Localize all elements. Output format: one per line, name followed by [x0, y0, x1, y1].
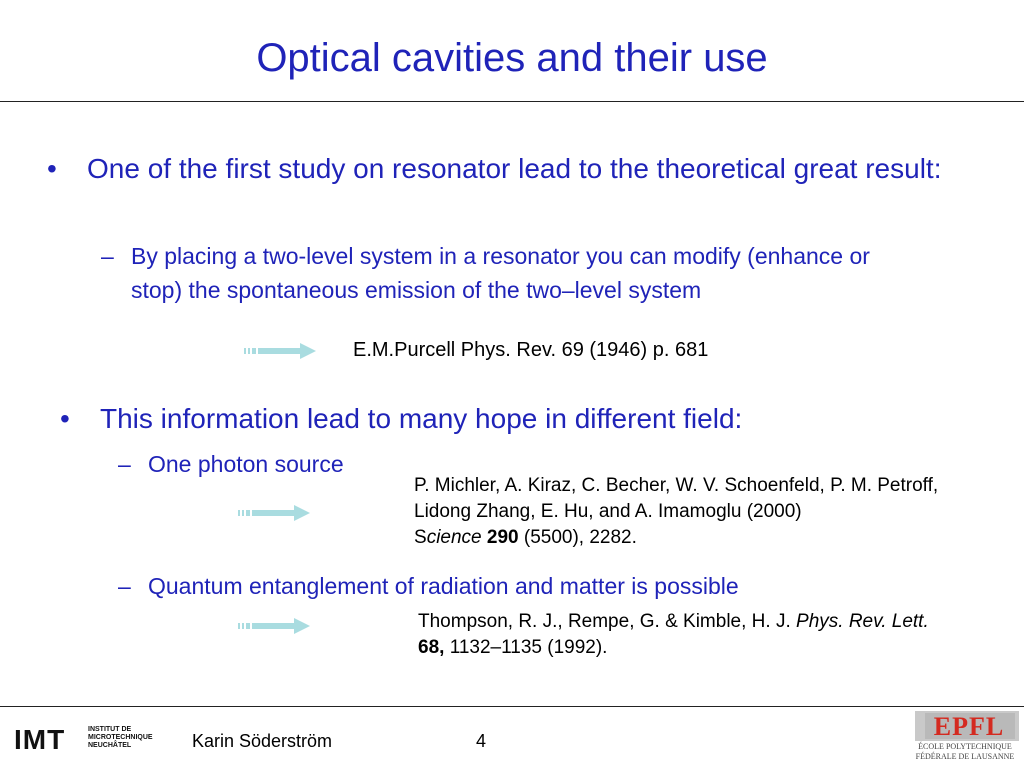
bullet-2: [60, 400, 960, 438]
bullet-2-sub-1-text: One photon source: [148, 451, 344, 477]
sub-bullet-marker: –: [118, 573, 131, 599]
imt-logo: IMT: [14, 724, 66, 755]
bullet-2-text: This information lead to many hope in different field:: [100, 403, 743, 434]
bullet-2-sub-2: [118, 569, 918, 603]
right-arrow-icon: [238, 504, 310, 522]
title-divider: [0, 101, 1024, 102]
imt-logo-subtitle: [88, 726, 153, 750]
bullet-1: [47, 150, 967, 188]
page-number: 4: [476, 731, 487, 751]
reference-michler: [414, 473, 974, 551]
reference-michler-journal-prefix: S: [414, 527, 427, 548]
footer-divider: [0, 706, 1024, 707]
epfl-caption-line: ÉCOLE POLYTECHNIQUE: [918, 742, 1012, 751]
epfl-caption-line: FÉDÉRALE DE LAUSANNE: [915, 752, 1015, 761]
reference-michler-rest: (5500), 2282.: [523, 527, 637, 548]
bullet-marker: •: [60, 403, 70, 434]
imt-subtitle-line: MICROTECHNIQUE: [88, 734, 153, 741]
bullet-marker: •: [47, 153, 57, 184]
sub-bullet-marker: –: [118, 451, 131, 477]
reference-thompson-volume: 68,: [418, 637, 445, 658]
reference-thompson-journal: Phys. Rev. Lett.: [796, 611, 929, 632]
reference-michler-journal: cience: [426, 527, 482, 548]
reference-thompson: [418, 609, 958, 661]
reference-michler-volume: 290: [486, 527, 519, 548]
bullet-1-sub: [101, 239, 911, 307]
bullet-2-sub-1: [118, 447, 418, 481]
sub-bullet-marker: –: [101, 243, 114, 269]
imt-subtitle-line: INSTITUT DE: [88, 726, 132, 733]
slide-title: Optical cavities and their use: [256, 36, 768, 80]
right-arrow-icon: [238, 617, 310, 635]
epfl-logo-text: EPFL: [933, 712, 1005, 741]
right-arrow-icon: [244, 342, 316, 360]
reference-michler-authors: P. Michler, A. Kiraz, C. Becher, W. V. Schoenfeld, P. M. Petroff, Lidong Zhang, E. Hu, and A. Imamoglu (2000): [414, 475, 939, 522]
epfl-logo: [915, 711, 1019, 741]
bullet-1-sub-text: By placing a two-level system in a resonator you can modify (enhance or stop) the spontaneous emission of the two–level system: [131, 243, 870, 303]
bullet-1-text: One of the first study on resonator lead to the theoretical great result:: [87, 153, 942, 184]
imt-subtitle-line: NEUCHÂTEL: [88, 742, 132, 749]
bullet-2-sub-2-text: Quantum entanglement of radiation and matter is possible: [148, 573, 739, 599]
footer-author: Karin Söderström: [192, 731, 333, 751]
reference-purcell: E.M.Purcell Phys. Rev. 69 (1946) p. 681: [353, 339, 709, 361]
reference-thompson-rest: 1132–1135 (1992).: [449, 637, 608, 658]
epfl-caption: [910, 742, 1020, 762]
reference-thompson-authors: Thompson, R. J., Rempe, G. & Kimble, H. J.: [418, 611, 791, 632]
